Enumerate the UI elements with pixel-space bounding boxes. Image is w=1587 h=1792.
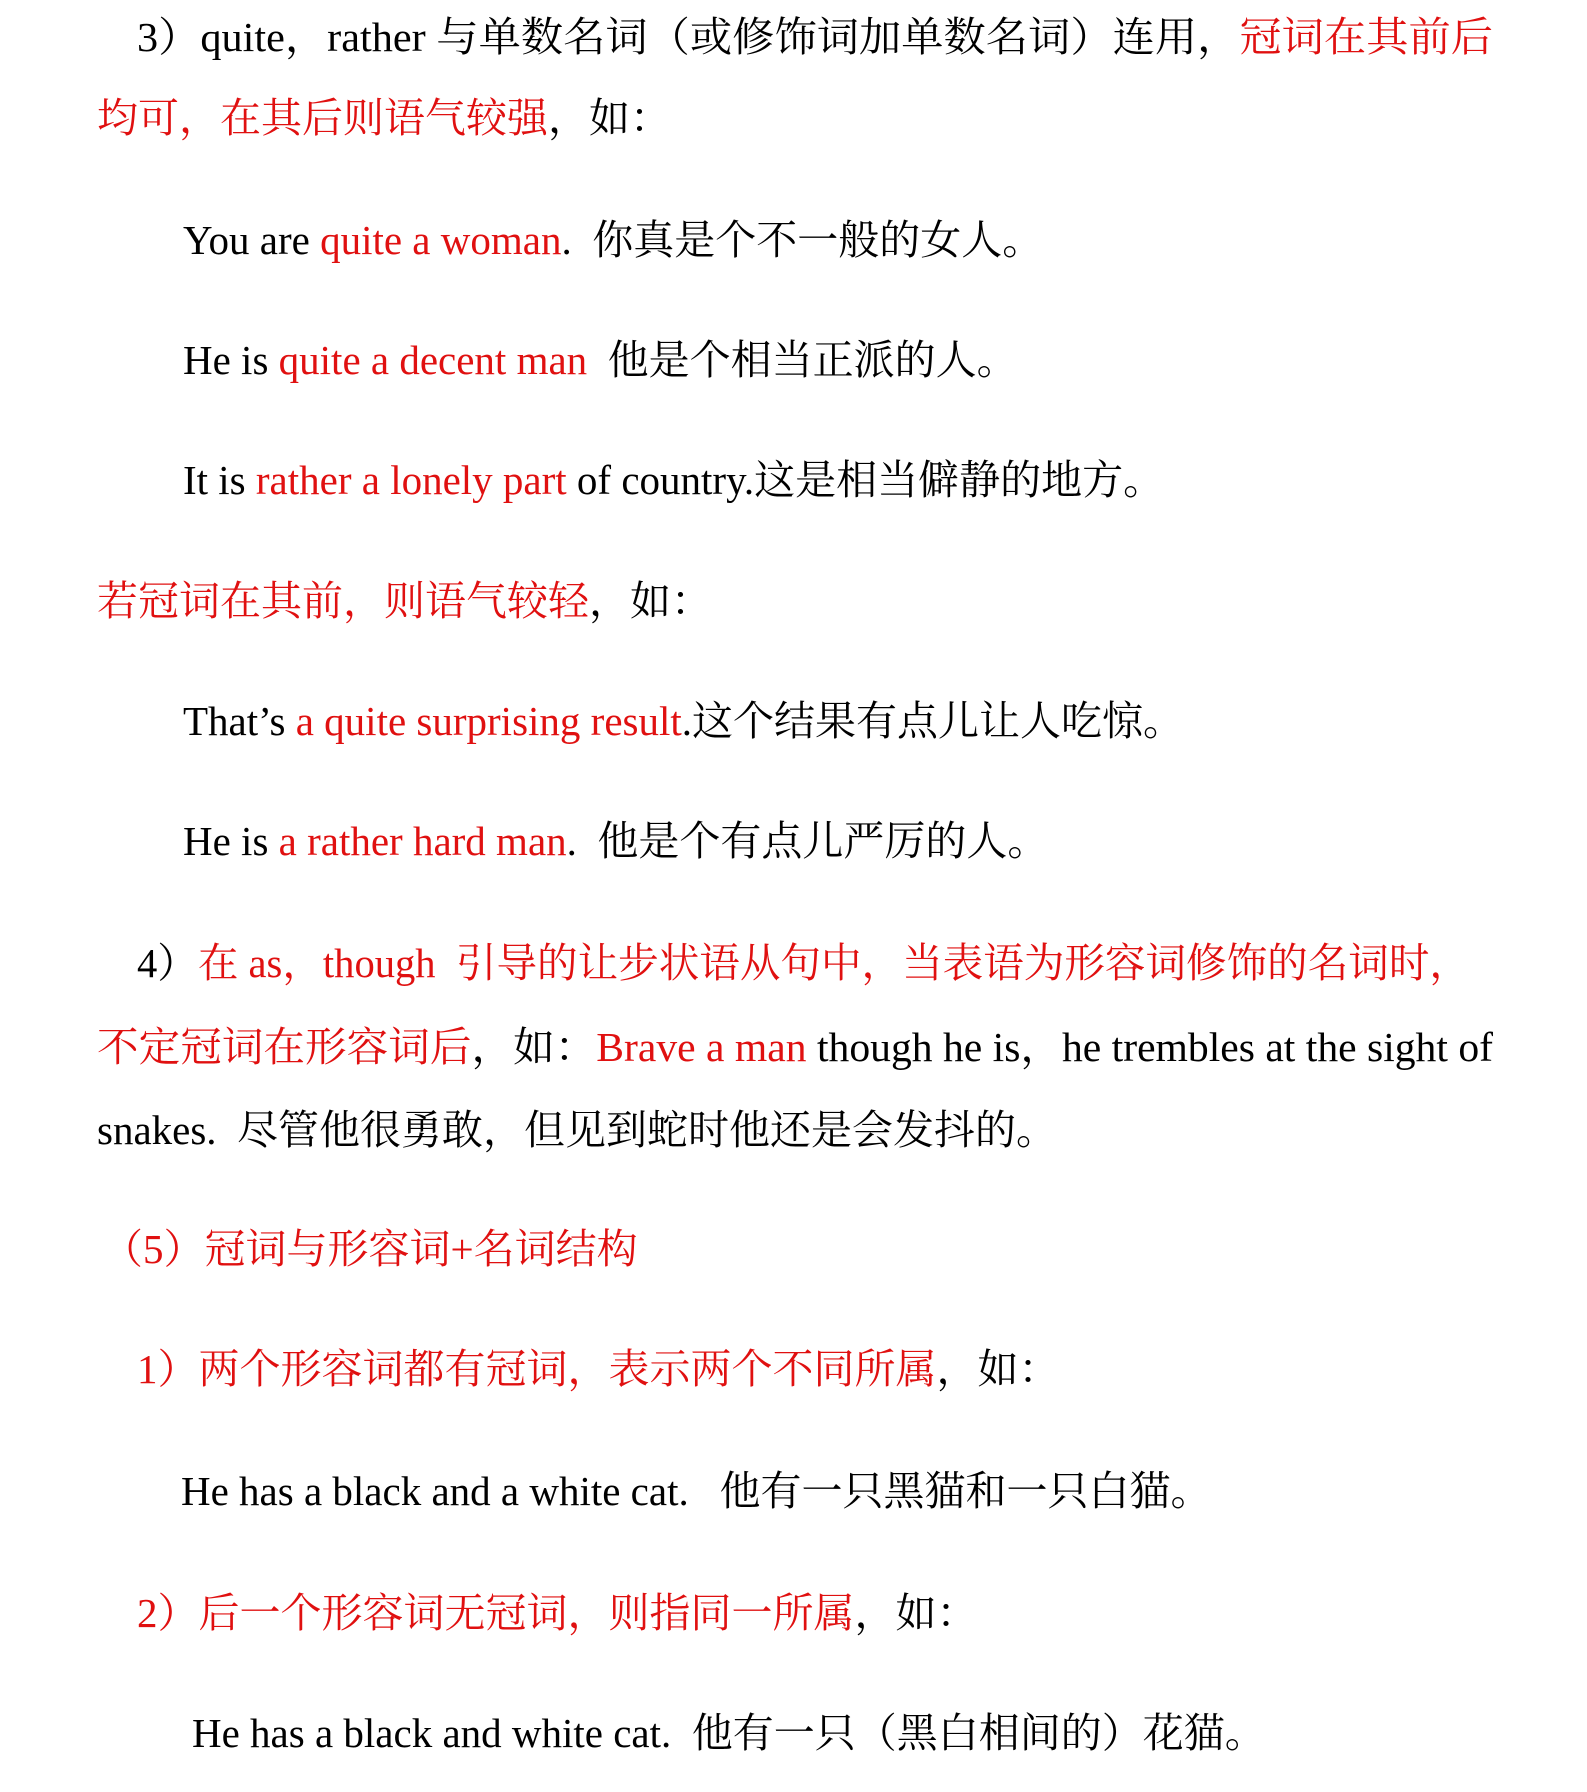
text-segment: 他是个相当正派的人。 xyxy=(587,337,1018,383)
text-segment: It is xyxy=(183,457,256,503)
text-segment: ，如： xyxy=(936,1346,1060,1392)
text-segment: He is xyxy=(183,337,279,383)
text-segment: He has a black and a white cat. 他有一只黑猫和一只白猫。 xyxy=(181,1468,1212,1514)
text-segment: snakes. 尽管他很勇敢，但见到蛇时他还是会发抖的。 xyxy=(97,1107,1058,1153)
text-segment: ，如： xyxy=(589,578,712,624)
text-segment: ，如： xyxy=(548,95,671,141)
text-line-l2 xyxy=(97,93,671,143)
text-line-l3 xyxy=(183,215,1043,265)
text-segment: though he is，he trembles at the sight of xyxy=(806,1024,1494,1070)
text-line-l9 xyxy=(137,938,1470,988)
text-line-l5 xyxy=(183,455,1164,505)
text-line-l16 xyxy=(192,1708,1266,1758)
text-line-l12 xyxy=(102,1224,638,1274)
highlighted-text: rather a lonely part xyxy=(255,457,567,503)
highlighted-text: Brave a man xyxy=(596,1024,807,1070)
highlighted-text: a rather hard man xyxy=(278,818,567,864)
text-line-l1 xyxy=(137,12,1493,62)
text-line-l14 xyxy=(181,1466,1211,1516)
highlighted-text: 2）后一个形容词无冠词，则指同一所属 xyxy=(137,1590,855,1636)
text-line-l7 xyxy=(183,696,1184,746)
text-line-l11 xyxy=(97,1105,1057,1155)
highlighted-text: 若冠词在其前，则语气较轻 xyxy=(97,578,589,624)
text-segment: 3）quite，rather 与单数名词（或修饰词加单数名词）连用， xyxy=(137,14,1240,60)
text-segment: of country.这是相当僻静的地方。 xyxy=(566,457,1165,503)
text-segment: He has a black and white cat. 他有一只（黑白相间的）花猫。 xyxy=(192,1710,1266,1756)
text-line-l13 xyxy=(137,1344,1060,1394)
text-segment: 4） xyxy=(137,940,198,986)
text-segment: ，如： xyxy=(471,1024,597,1070)
text-segment: . 他是个有点儿严厉的人。 xyxy=(566,818,1049,864)
text-line-l4 xyxy=(183,335,1018,385)
highlighted-text: 1）两个形容词都有冠词，表示两个不同所属 xyxy=(137,1346,937,1392)
text-segment: .这个结果有点儿让人吃惊。 xyxy=(681,698,1185,744)
text-line-l10 xyxy=(97,1022,1493,1072)
highlighted-text: （5）冠词与形容词+名词结构 xyxy=(102,1226,638,1272)
text-line-l15 xyxy=(137,1588,978,1638)
text-segment: He is xyxy=(183,818,279,864)
text-line-l8 xyxy=(183,816,1048,866)
highlighted-text: 冠词在其前后 xyxy=(1239,14,1493,60)
text-segment: . 你真是个不一般的女人。 xyxy=(561,217,1044,263)
text-line-l6 xyxy=(97,576,712,626)
text-segment: You are xyxy=(183,217,321,263)
text-segment: ，如： xyxy=(854,1590,978,1636)
text-segment: That’s xyxy=(183,698,296,744)
highlighted-text: 不定冠词在形容词后 xyxy=(97,1024,472,1070)
highlighted-text: 均可，在其后则语气较强 xyxy=(97,95,548,141)
highlighted-text: 在 as，though 引导的让步状语从句中，当表语为形容词修饰的名词时， xyxy=(197,940,1470,986)
highlighted-text: quite a decent man xyxy=(278,337,588,383)
highlighted-text: quite a woman xyxy=(320,217,562,263)
highlighted-text: a quite surprising result xyxy=(295,698,682,744)
